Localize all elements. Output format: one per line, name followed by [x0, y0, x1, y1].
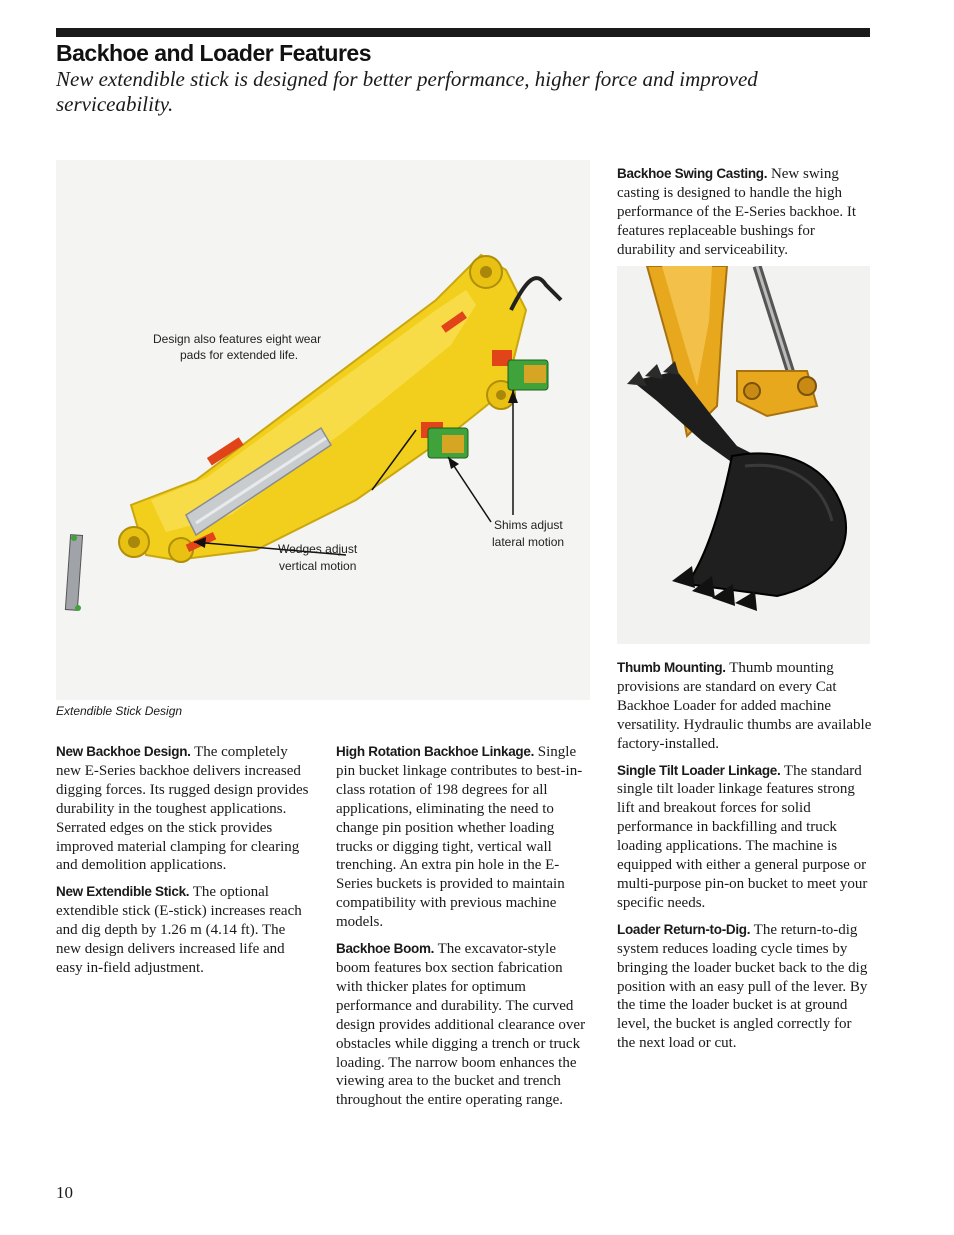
figure-caption: Extendible Stick Design [56, 704, 183, 718]
extendible-stick-illustration [56, 160, 590, 700]
page-title: Backhoe and Loader Features [56, 40, 371, 66]
section-heading: Backhoe Swing Casting. [617, 166, 768, 181]
section-backhoe-swing-casting [617, 165, 870, 260]
page-number: 10 [56, 1183, 73, 1202]
section-loader-return-to-dig [617, 921, 873, 1053]
thumb-bucket-figure [617, 266, 870, 644]
section-new-backhoe-design [56, 743, 312, 875]
section-body: The standard single tilt loader linkage features strong lift and breakout forces for solid performance in backfilling and truck loading applications. The machine is equipped with either a general purpose or multi-purpose pin-on bucket to meet your specific needs. [617, 762, 868, 911]
column-right-top [617, 165, 870, 268]
section-heading: New Backhoe Design. [56, 744, 191, 759]
column-middle [336, 743, 592, 1118]
section-body: The optional extendible stick (E-stick) increases reach and dig depth by 1.26 m (4.14 ft). The new design delivers increased life and easy in-field adjustment. [56, 884, 302, 976]
column-right-bottom [617, 659, 873, 1061]
section-heading: New Extendible Stick. [56, 884, 190, 900]
section-body: New swing casting is designed to handle the high performance of the E-Series backhoe. It features replaceable bushings for durability and serviceability. [617, 166, 857, 258]
section-heading: Single Tilt Loader Linkage. [617, 762, 781, 778]
section-heading: High Rotation Backhoe Linkage. [336, 744, 535, 759]
callout-shims-line1: Shims adjust [494, 518, 563, 532]
section-body: The excavator-style boom features box section fabrication with thicker plates for optimum performance and durability. The curved design provides additional clearance over obstacles while digging a trench or truck loading. The narrow boom enhances the viewing area to the bucket and trench throughout the entire operating range. [336, 941, 586, 1109]
callout-wedges-line1: Wedges adjust [278, 542, 358, 556]
section-body: Thumb mounting provisions are standard on every Cat Backhoe Loader for added machine versatility. Hydraulic thumbs are available factory-installed. [617, 660, 872, 752]
section-heading: Backhoe Boom. [336, 941, 435, 957]
thumb-bucket-photo [617, 266, 870, 644]
section-body: The completely new E-Series backhoe delivers increased digging forces. Its rugged design provides durability in the toughest applications. Serrated edges on the stick provides improved material clamping for clearing and demolition applications. [56, 744, 309, 874]
header-rule [56, 28, 870, 37]
section-body: The return-to-dig system reduces loading cycle times by bringing the loader bucket back to the dig position with an easy pull of the lever. By the time the loader bucket is at ground level, the bucket is angled correctly for the next load or cut. [617, 921, 868, 1052]
extendible-stick-figure [56, 160, 590, 700]
callout-wedges-line2: vertical motion [279, 559, 357, 573]
callout-shims-line2: lateral motion [492, 535, 565, 549]
section-heading: Loader Return-to-Dig. [617, 921, 751, 937]
page-subtitle: New extendible stick is designed for better performance, higher force and improved serviceability. [56, 67, 758, 116]
section-body: Single pin bucket linkage contributes to best-in-class rotation of 198 degrees for all applications, eliminating the need to change pin position whether loading trucks or digging tight, vertical wall trenching. An extra pin hole in the E-Series buckets is provided to maintain compatibility with previous machine models. [336, 744, 583, 931]
section-heading: Thumb Mounting. [617, 660, 726, 675]
section-new-extendible-stick [56, 883, 312, 978]
section-thumb-mounting [617, 659, 873, 754]
column-left [56, 743, 312, 986]
section-high-rotation-linkage [336, 743, 592, 932]
callout-wear-pads-line2: pads for extended life. [180, 348, 299, 362]
section-backhoe-boom [336, 940, 592, 1110]
callout-wear-pads-line1: Design also features eight wear [153, 332, 322, 346]
section-single-tilt-loader-linkage [617, 762, 873, 913]
